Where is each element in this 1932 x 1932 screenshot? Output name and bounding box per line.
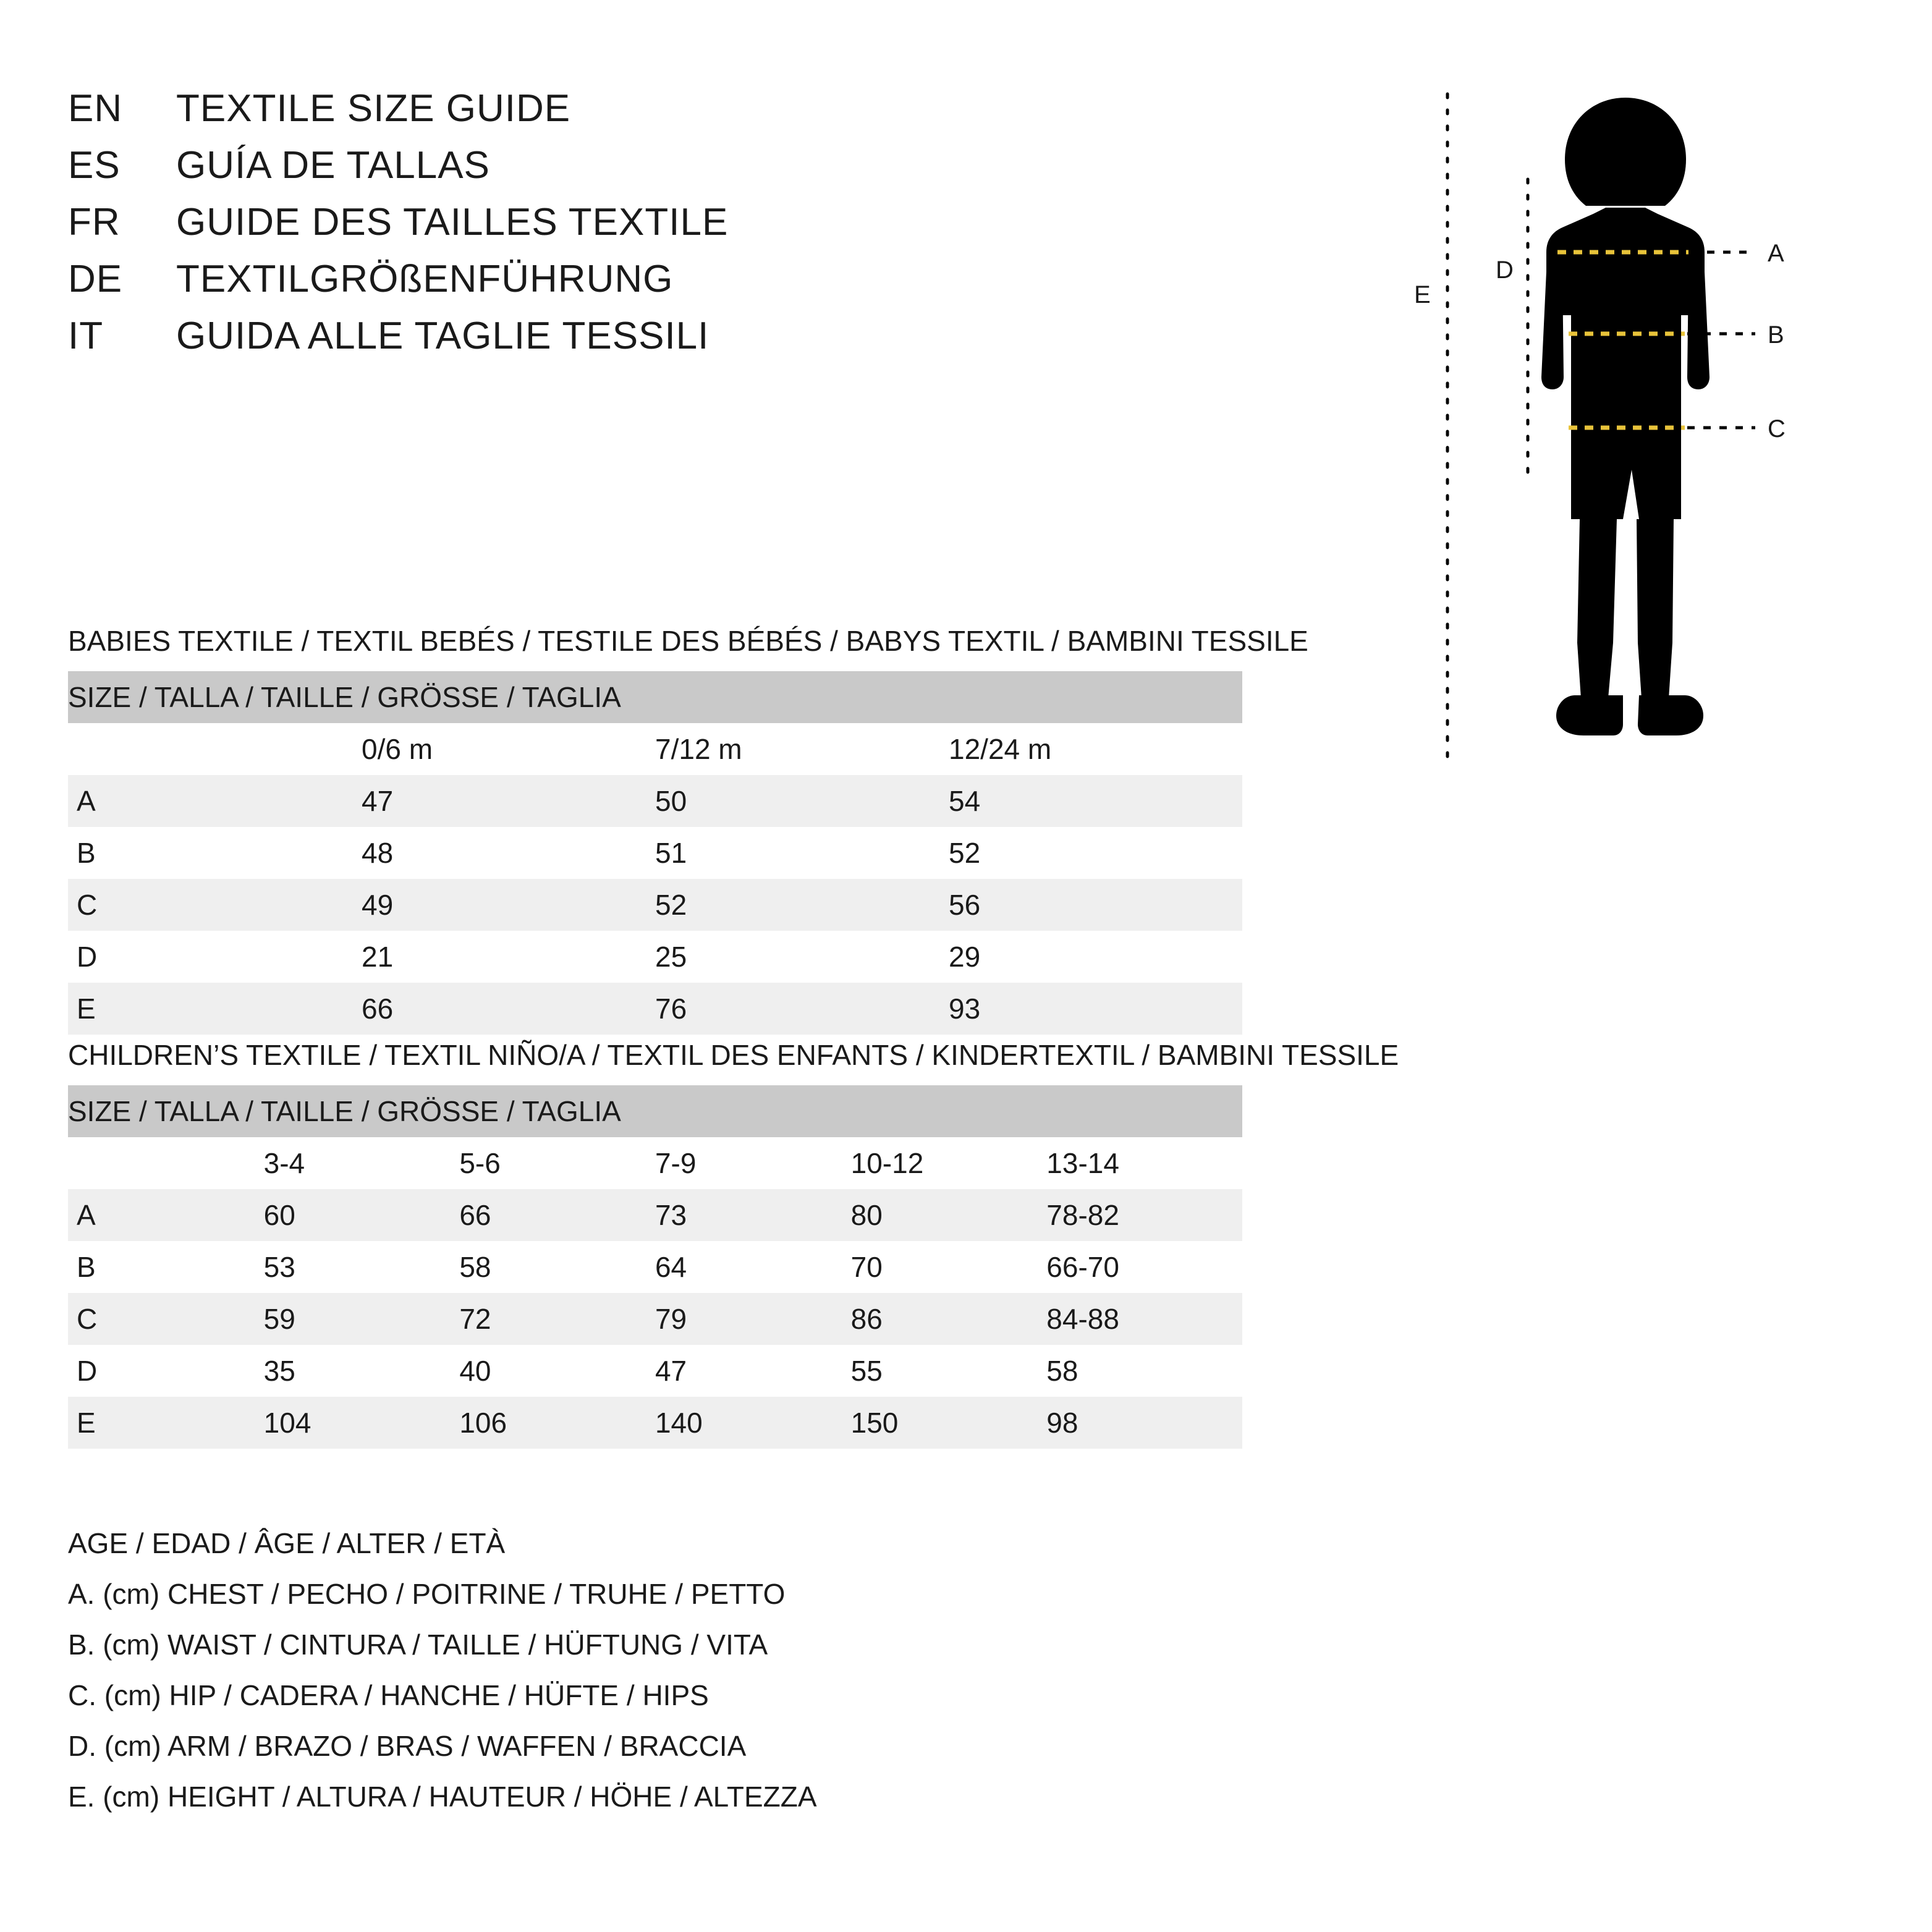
- row-value: 56: [949, 879, 1242, 931]
- children-size-2: 7-9: [655, 1137, 851, 1189]
- row-value: 35: [264, 1345, 460, 1397]
- row-value: 98: [1046, 1397, 1242, 1449]
- title-text-it: GUIDA ALLE TAGLIE TESSILI: [176, 315, 710, 357]
- table-sizes-row: [68, 1137, 1242, 1189]
- figure-label-b: B: [1768, 321, 1784, 349]
- table-sizes-row: [68, 723, 1242, 775]
- legend-waist: B. (cm) WAIST / CINTURA / TAILLE / HÜFTUNG / VITA: [68, 1629, 768, 1661]
- row-value: 52: [655, 879, 949, 931]
- row-value: 79: [655, 1293, 851, 1345]
- babies-section: [68, 624, 1308, 1035]
- row-value: 80: [851, 1189, 1047, 1241]
- title-row: [68, 257, 728, 314]
- table-header-row: [68, 671, 1242, 723]
- title-row: [68, 143, 728, 200]
- table-row: [68, 1189, 1242, 1241]
- row-value: 54: [949, 775, 1242, 827]
- row-value: 70: [851, 1241, 1047, 1293]
- table-row: [68, 1345, 1242, 1397]
- measurement-figure: [1409, 87, 1897, 779]
- legend-height: E. (cm) HEIGHT / ALTURA / HAUTEUR / HÖHE / ALTEZZA: [68, 1781, 817, 1813]
- row-letter: A: [68, 1189, 264, 1241]
- row-value: 150: [851, 1397, 1047, 1449]
- row-value: 50: [655, 775, 949, 827]
- children-size-0: 3-4: [264, 1137, 460, 1189]
- figure-label-a: A: [1768, 240, 1784, 267]
- row-letter: C: [68, 879, 362, 931]
- row-value: 58: [459, 1241, 655, 1293]
- row-value: 47: [655, 1345, 851, 1397]
- table-row: [68, 775, 1242, 827]
- table-row: [68, 983, 1242, 1035]
- title-text-en: TEXTILE SIZE GUIDE: [176, 87, 571, 130]
- babies-size-2: 12/24 m: [949, 723, 1242, 775]
- empty-corner: [68, 1137, 264, 1189]
- row-value: 84-88: [1046, 1293, 1242, 1345]
- row-value: 49: [362, 879, 655, 931]
- title-text-es: GUÍA DE TALLAS: [176, 144, 490, 187]
- row-letter: D: [68, 1345, 264, 1397]
- row-value: 72: [459, 1293, 655, 1345]
- title-lang-es: ES: [68, 144, 121, 187]
- babies-size-0: 0/6 m: [362, 723, 655, 775]
- row-value: 66: [459, 1189, 655, 1241]
- row-value: 78-82: [1046, 1189, 1242, 1241]
- row-letter: B: [68, 1241, 264, 1293]
- title-lang-fr: FR: [68, 201, 121, 244]
- row-value: 64: [655, 1241, 851, 1293]
- table-row: [68, 931, 1242, 983]
- title-text-de: TEXTILGRÖßENFÜHRUNG: [176, 258, 674, 300]
- legend-age: AGE / EDAD / ÂGE / ALTER / ETÀ: [68, 1527, 506, 1559]
- row-letter: B: [68, 827, 362, 879]
- figure-label-e: E: [1414, 281, 1431, 308]
- row-value: 73: [655, 1189, 851, 1241]
- row-value: 29: [949, 931, 1242, 983]
- title-row: [68, 200, 728, 257]
- babies-size-1: 7/12 m: [655, 723, 949, 775]
- title-row: [68, 87, 728, 143]
- children-size-3: 10-12: [851, 1137, 1047, 1189]
- empty-corner: [68, 723, 362, 775]
- row-value: 66-70: [1046, 1241, 1242, 1293]
- legend-hip: C. (cm) HIP / CADERA / HANCHE / HÜFTE / HIPS: [68, 1679, 709, 1711]
- row-value: 40: [459, 1345, 655, 1397]
- table-row: [68, 827, 1242, 879]
- babies-heading: BABIES TEXTILE / TEXTIL BEBÉS / TESTILE DES BÉBÉS / BABYS TEXTIL / BAMBINI TESSILE: [68, 625, 1308, 657]
- table-row: [68, 1293, 1242, 1345]
- table-row: [68, 1241, 1242, 1293]
- title-lang-it: IT: [68, 315, 104, 357]
- title-lang-en: EN: [68, 87, 123, 130]
- row-value: 59: [264, 1293, 460, 1345]
- figure-label-c: C: [1768, 415, 1786, 443]
- row-letter: E: [68, 983, 362, 1035]
- title-text-fr: GUIDE DES TAILLES TEXTILE: [176, 201, 729, 244]
- row-value: 52: [949, 827, 1242, 879]
- row-value: 21: [362, 931, 655, 983]
- title-lang-de: DE: [68, 258, 123, 300]
- title-row: [68, 314, 728, 371]
- row-value: 76: [655, 983, 949, 1035]
- row-value: 66: [362, 983, 655, 1035]
- children-size-1: 5-6: [459, 1137, 655, 1189]
- row-value: 25: [655, 931, 949, 983]
- row-value: 55: [851, 1345, 1047, 1397]
- row-letter: A: [68, 775, 362, 827]
- row-value: 51: [655, 827, 949, 879]
- legend-block: [68, 1527, 817, 1831]
- legend-arm: D. (cm) ARM / BRAZO / BRAS / WAFFEN / BRACCIA: [68, 1730, 747, 1762]
- row-value: 106: [459, 1397, 655, 1449]
- row-letter: E: [68, 1397, 264, 1449]
- row-letter: D: [68, 931, 362, 983]
- row-value: 53: [264, 1241, 460, 1293]
- children-size-table: [68, 1085, 1242, 1449]
- children-table-header: SIZE / TALLA / TAILLE / GRÖSSE / TAGLIA: [68, 1085, 1242, 1137]
- figure-label-d: D: [1496, 256, 1514, 284]
- legend-chest: A. (cm) CHEST / PECHO / POITRINE / TRUHE / PETTO: [68, 1578, 786, 1610]
- children-size-4: 13-14: [1046, 1137, 1242, 1189]
- babies-table-header: SIZE / TALLA / TAILLE / GRÖSSE / TAGLIA: [68, 671, 1242, 723]
- table-row: [68, 879, 1242, 931]
- row-value: 104: [264, 1397, 460, 1449]
- table-row: [68, 1397, 1242, 1449]
- row-value: 60: [264, 1189, 460, 1241]
- children-section: [68, 1038, 1399, 1449]
- row-value: 140: [655, 1397, 851, 1449]
- row-value: 58: [1046, 1345, 1242, 1397]
- row-value: 47: [362, 775, 655, 827]
- title-block: [68, 87, 728, 371]
- children-heading: CHILDREN’S TEXTILE / TEXTIL NIÑO/A / TEXTIL DES ENFANTS / KINDERTEXTIL / BAMBINI TESSILE: [68, 1039, 1399, 1071]
- row-value: 48: [362, 827, 655, 879]
- table-header-row: [68, 1085, 1242, 1137]
- row-value: 93: [949, 983, 1242, 1035]
- row-letter: C: [68, 1293, 264, 1345]
- child-silhouette: [1541, 98, 1710, 735]
- babies-size-table: [68, 671, 1242, 1035]
- row-value: 86: [851, 1293, 1047, 1345]
